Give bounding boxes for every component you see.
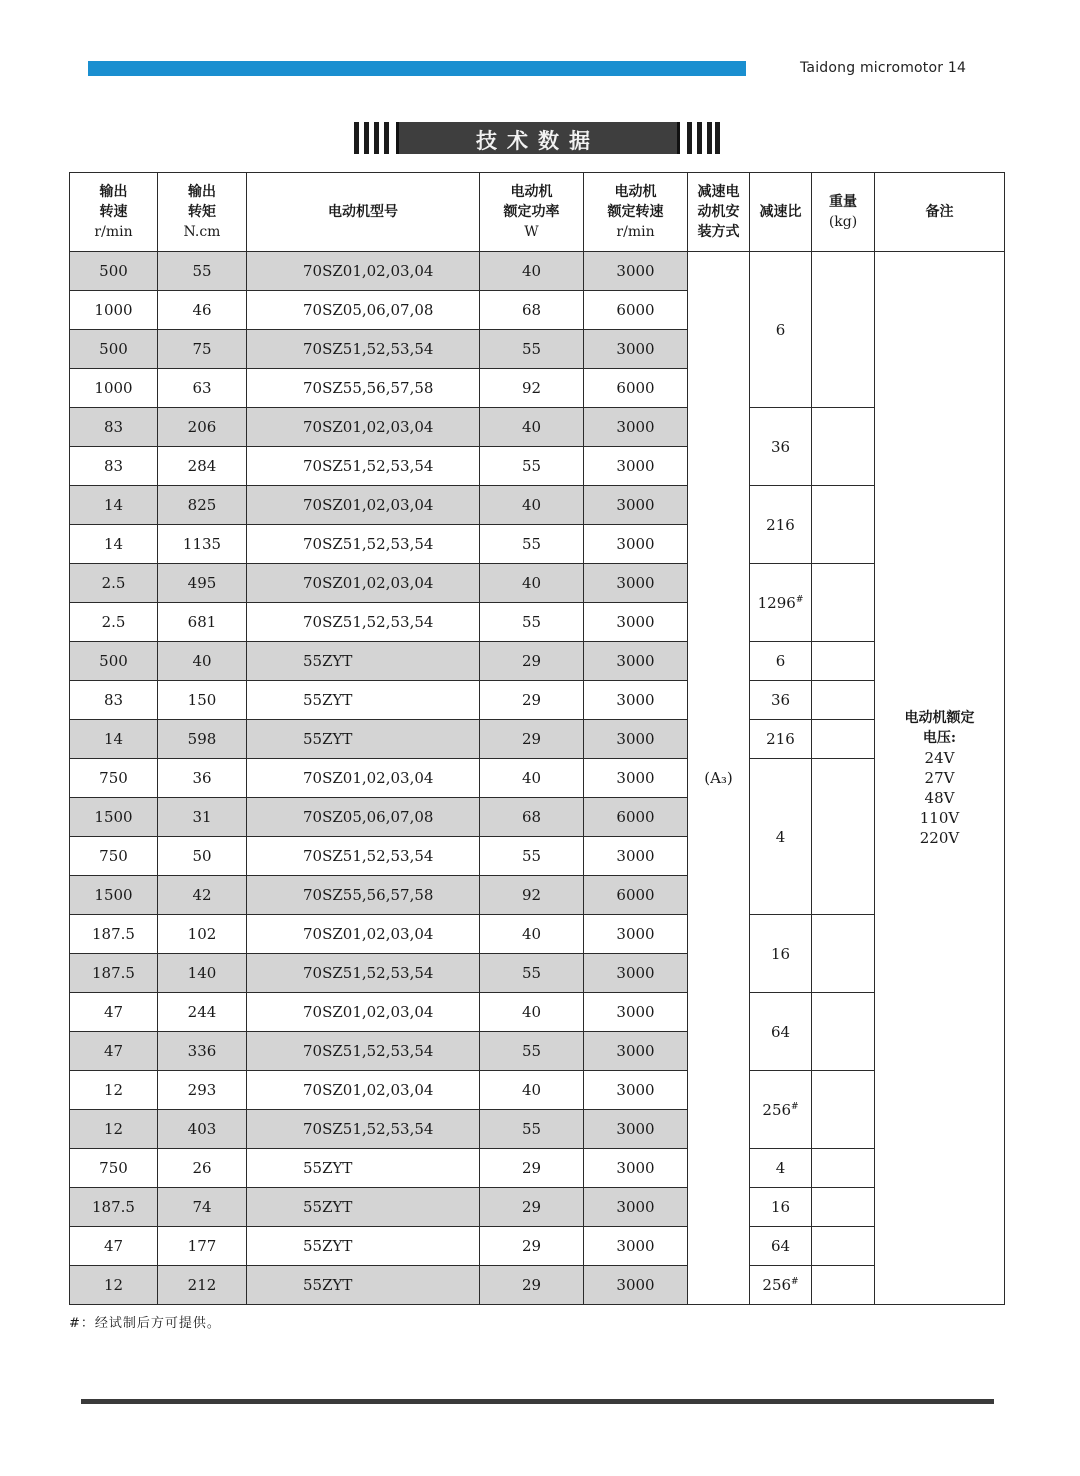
cell-rated-power: 55 [480,525,584,564]
ratio-value: 36 [770,437,791,456]
ratio-value: 6 [775,320,786,339]
cell-motor-model: 55ZYT [247,1227,480,1266]
cell-rated-speed: 3000 [584,447,688,486]
cell-output-torque: 284 [158,447,247,486]
cell-output-torque: 42 [158,876,247,915]
table-row [70,1266,1005,1305]
cell-motor-model: 70SZ51,52,53,54 [247,954,480,993]
cell-output-speed: 187.5 [70,915,158,954]
ratio-value: 216 [766,515,795,534]
cell-rated-power: 29 [480,642,584,681]
cell-output-speed: 83 [70,447,158,486]
cell-output-torque: 74 [158,1188,247,1227]
cell-motor-model: 70SZ01,02,03,04 [247,759,480,798]
cell-motor-model: 70SZ01,02,03,04 [247,564,480,603]
cell-output-torque: 825 [158,486,247,525]
table-header-row [70,173,1005,252]
voltage-value: 220V [919,829,960,847]
cell-reduction-ratio [750,252,812,408]
cell-output-speed: 2.5 [70,564,158,603]
cell-output-torque: 75 [158,330,247,369]
table-row [70,993,1005,1032]
banner-stripe [354,122,359,154]
cell-motor-model: 70SZ01,02,03,04 [247,915,480,954]
cell-output-speed: 12 [70,1110,158,1149]
section-title: 技术数据 [476,129,600,153]
cell-weight [812,759,875,915]
col-header-ratio: 减速比 [750,173,812,252]
banner-title-box [396,122,680,154]
cell-rated-power: 55 [480,837,584,876]
table-row [70,564,1005,603]
cell-weight [812,486,875,564]
cell-reduction-ratio [750,642,812,681]
cell-output-torque: 26 [158,1149,247,1188]
notes-label: 电动机额定 [904,710,975,726]
cell-weight [812,681,875,720]
cell-output-torque: 140 [158,954,247,993]
ratio-footnote-mark: # [795,594,804,605]
table-row [70,681,1005,720]
cell-rated-speed: 3000 [584,486,688,525]
cell-weight [812,564,875,642]
cell-reduction-ratio [750,720,812,759]
cell-weight [812,1188,875,1227]
table-row [70,486,1005,525]
cell-motor-model: 70SZ51,52,53,54 [247,1110,480,1149]
cell-output-speed: 187.5 [70,954,158,993]
table-row [70,1071,1005,1110]
cell-rated-speed: 3000 [584,1149,688,1188]
col-header-model: 电动机型号 [247,173,480,252]
voltage-value: 110V [919,809,960,827]
cell-motor-model: 55ZYT [247,1149,480,1188]
cell-output-torque: 244 [158,993,247,1032]
cell-output-speed: 1000 [70,369,158,408]
cell-rated-power: 55 [480,330,584,369]
cell-motor-model: 55ZYT [247,1266,480,1305]
table-row [70,915,1005,954]
cell-rated-power: 29 [480,720,584,759]
cell-output-speed: 500 [70,642,158,681]
cell-reduction-ratio [750,1188,812,1227]
cell-reduction-ratio [750,1227,812,1266]
cell-rated-power: 55 [480,1110,584,1149]
cell-output-speed: 83 [70,408,158,447]
cell-motor-model: 70SZ55,56,57,58 [247,369,480,408]
table-row [70,720,1005,759]
cell-motor-model: 70SZ51,52,53,54 [247,603,480,642]
cell-weight [812,1266,875,1305]
cell-output-torque: 102 [158,915,247,954]
cell-output-speed: 1500 [70,798,158,837]
cell-motor-model: 55ZYT [247,720,480,759]
cell-output-torque: 495 [158,564,247,603]
cell-rated-power: 29 [480,1188,584,1227]
cell-motor-model: 70SZ01,02,03,04 [247,993,480,1032]
cell-output-speed: 47 [70,1227,158,1266]
cell-rated-speed: 3000 [584,564,688,603]
cell-reduction-ratio [750,1149,812,1188]
cell-rated-power: 92 [480,876,584,915]
voltage-value: 48V [924,789,955,807]
cell-output-speed: 47 [70,1032,158,1071]
ratio-value: 16 [770,944,791,963]
cell-reduction-ratio [750,408,812,486]
cell-motor-model: 70SZ01,02,03,04 [247,1071,480,1110]
cell-reduction-ratio [750,759,812,915]
cell-output-torque: 336 [158,1032,247,1071]
cell-motor-model: 70SZ51,52,53,54 [247,330,480,369]
cell-weight [812,1071,875,1149]
cell-rated-power: 40 [480,252,584,291]
cell-reduction-ratio [750,681,812,720]
cell-output-torque: 681 [158,603,247,642]
cell-rated-speed: 3000 [584,408,688,447]
banner-stripe [384,122,389,154]
cell-rated-speed: 6000 [584,291,688,330]
col-header-output-torque: 输出 转矩 N.cm [158,173,247,252]
ratio-value: 6 [775,652,786,670]
col-header-notes: 备注 [875,173,1005,252]
cell-rated-speed: 3000 [584,1188,688,1227]
footnote: #：经试制后方可提供。 [69,1316,221,1331]
cell-rated-power: 40 [480,915,584,954]
cell-motor-model: 70SZ55,56,57,58 [247,876,480,915]
ratio-value: 256 [762,1100,792,1119]
col-header-mounting: 减速电 动机安 装方式 [688,173,750,252]
col-header-weight: 重量 (kg) [812,173,875,252]
cell-weight [812,252,875,408]
cell-rated-power: 40 [480,1071,584,1110]
cell-rated-speed: 3000 [584,603,688,642]
cell-weight [812,408,875,486]
cell-reduction-ratio [750,564,812,642]
ratio-value: 216 [766,730,795,748]
cell-output-speed: 750 [70,837,158,876]
cell-weight [812,642,875,681]
cell-output-torque: 150 [158,681,247,720]
cell-rated-speed: 3000 [584,915,688,954]
cell-output-speed: 500 [70,252,158,291]
cell-output-torque: 36 [158,759,247,798]
cell-output-speed: 14 [70,525,158,564]
cell-rated-power: 40 [480,759,584,798]
ratio-value: 16 [770,1198,791,1216]
cell-output-torque: 46 [158,291,247,330]
cell-rated-speed: 3000 [584,759,688,798]
cell-rated-power: 29 [480,681,584,720]
cell-output-torque: 63 [158,369,247,408]
banner-stripe [364,122,369,154]
table-row [70,1227,1005,1266]
col-header-rated-power: 电动机 额定功率 W [480,173,584,252]
cell-weight [812,915,875,993]
table-row [70,252,1005,291]
footer-bar [81,1399,994,1404]
cell-rated-speed: 3000 [584,720,688,759]
cell-rated-speed: 3000 [584,993,688,1032]
cell-weight [812,1227,875,1266]
cell-output-torque: 50 [158,837,247,876]
cell-notes [875,252,1005,1305]
cell-output-speed: 1500 [70,876,158,915]
table-row [70,642,1005,681]
cell-output-torque: 206 [158,408,247,447]
cell-weight [812,1149,875,1188]
cell-motor-model: 70SZ51,52,53,54 [247,525,480,564]
cell-rated-speed: 3000 [584,954,688,993]
table-row [70,1188,1005,1227]
cell-output-torque: 31 [158,798,247,837]
cell-motor-model: 70SZ05,06,07,08 [247,291,480,330]
cell-output-speed: 187.5 [70,1188,158,1227]
cell-reduction-ratio [750,1071,812,1149]
ratio-footnote-mark: # [791,1101,799,1112]
ratio-value: 256 [762,1276,792,1294]
cell-output-torque: 1135 [158,525,247,564]
ratio-value: 64 [770,1022,791,1041]
cell-rated-speed: 3000 [584,1032,688,1071]
cell-output-torque: 177 [158,1227,247,1266]
cell-rated-power: 92 [480,369,584,408]
ratio-value: 1296 [757,593,796,612]
col-header-output-speed: 输出 转速 r/min [70,173,158,252]
cell-output-speed: 14 [70,720,158,759]
cell-output-torque: 598 [158,720,247,759]
cell-motor-model: 70SZ05,06,07,08 [247,798,480,837]
cell-motor-model: 55ZYT [247,681,480,720]
table-row [70,408,1005,447]
ratio-value: 4 [775,827,786,846]
table-row [70,759,1005,798]
cell-output-speed: 83 [70,681,158,720]
cell-motor-model: 70SZ51,52,53,54 [247,837,480,876]
cell-rated-power: 55 [480,447,584,486]
cell-rated-power: 55 [480,1032,584,1071]
col-header-rated-speed: 电动机 额定转速 r/min [584,173,688,252]
cell-rated-speed: 3000 [584,1266,688,1305]
cell-rated-power: 29 [480,1149,584,1188]
banner-stripe [687,122,692,154]
cell-rated-speed: 3000 [584,1071,688,1110]
cell-weight [812,720,875,759]
cell-motor-model: 70SZ01,02,03,04 [247,486,480,525]
notes-label-2: 电压: [922,730,957,746]
cell-rated-speed: 3000 [584,1110,688,1149]
cell-output-speed: 47 [70,993,158,1032]
cell-rated-speed: 3000 [584,1227,688,1266]
ratio-value: 64 [770,1237,791,1255]
cell-rated-power: 40 [480,408,584,447]
cell-rated-power: 40 [480,993,584,1032]
cell-output-speed: 12 [70,1071,158,1110]
cell-reduction-ratio [750,993,812,1071]
cell-rated-speed: 6000 [584,876,688,915]
cell-output-speed: 750 [70,1149,158,1188]
cell-output-speed: 2.5 [70,603,158,642]
voltage-value: 24V [924,749,955,767]
banner-stripe [697,122,702,154]
cell-rated-speed: 3000 [584,681,688,720]
cell-output-speed: 1000 [70,291,158,330]
cell-rated-speed: 3000 [584,330,688,369]
cell-reduction-ratio [750,486,812,564]
cell-output-torque: 55 [158,252,247,291]
page-number: 14 [947,60,967,76]
cell-rated-power: 29 [480,1227,584,1266]
ratio-footnote-mark: # [791,1277,799,1287]
spec-table [69,172,1005,1305]
cell-motor-model: 55ZYT [247,1188,480,1227]
cell-output-torque: 293 [158,1071,247,1110]
cell-output-speed: 12 [70,1266,158,1305]
brand-header [800,60,966,76]
cell-rated-power: 68 [480,291,584,330]
cell-motor-model: 70SZ01,02,03,04 [247,408,480,447]
ratio-value: 36 [770,691,791,709]
cell-rated-power: 40 [480,486,584,525]
section-banner [354,122,720,154]
cell-rated-speed: 3000 [584,252,688,291]
cell-output-torque: 212 [158,1266,247,1305]
cell-output-speed: 750 [70,759,158,798]
cell-rated-power: 40 [480,564,584,603]
cell-rated-power: 55 [480,954,584,993]
brand-name: Taidong micromotor [800,60,944,76]
cell-rated-speed: 3000 [584,642,688,681]
cell-weight [812,993,875,1071]
cell-rated-speed: 6000 [584,369,688,408]
cell-rated-speed: 3000 [584,837,688,876]
cell-output-speed: 14 [70,486,158,525]
cell-mounting-type: (A₃) [688,252,750,1305]
cell-rated-power: 68 [480,798,584,837]
cell-reduction-ratio [750,1266,812,1305]
cell-motor-model: 70SZ51,52,53,54 [247,447,480,486]
header-accent-bar [88,61,746,76]
cell-output-speed: 500 [70,330,158,369]
cell-rated-speed: 3000 [584,525,688,564]
cell-motor-model: 70SZ51,52,53,54 [247,1032,480,1071]
cell-output-torque: 40 [158,642,247,681]
voltage-value: 27V [924,769,955,787]
cell-output-torque: 403 [158,1110,247,1149]
banner-stripe [374,122,379,154]
ratio-value: 4 [775,1159,786,1177]
cell-rated-power: 29 [480,1266,584,1305]
cell-reduction-ratio [750,915,812,993]
banner-stripe [715,122,720,154]
cell-motor-model: 55ZYT [247,642,480,681]
cell-rated-power: 55 [480,603,584,642]
banner-stripe [707,122,712,154]
cell-rated-speed: 6000 [584,798,688,837]
cell-motor-model: 70SZ01,02,03,04 [247,252,480,291]
table-row [70,1149,1005,1188]
